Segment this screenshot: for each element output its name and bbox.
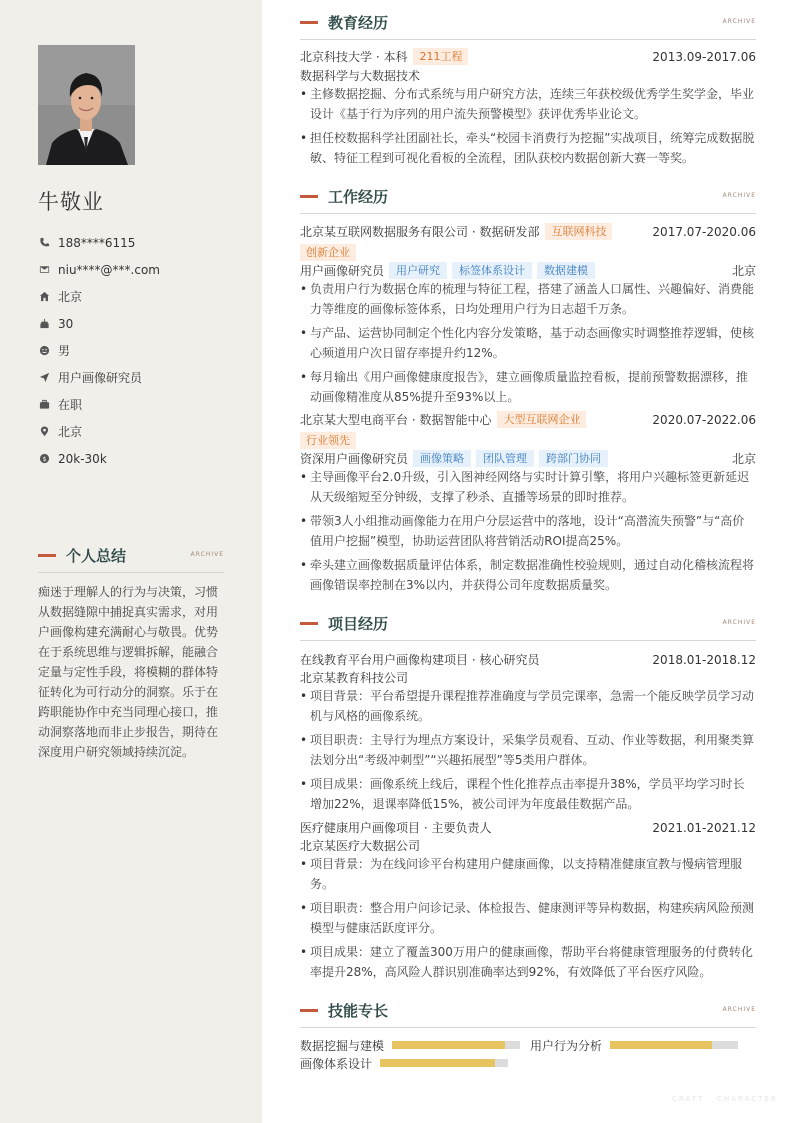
skill-item (300, 1037, 520, 1053)
skill-level-fill (610, 1041, 712, 1049)
skill-level-bar (610, 1041, 738, 1049)
list-item: • 主修数据挖掘、分布式系统与用户研究方法，连续三年获校级优秀学生奖学金，毕业设计《基于行为序列的用户流失预警模型》获评优秀毕业论文。 (300, 84, 756, 124)
briefcase-icon (38, 399, 50, 411)
target-position: 用户画像研究员 (58, 371, 143, 385)
summary-archive-tag: ARCHIVE (190, 551, 224, 558)
project-1-period: 2018.01-2018.12 (652, 652, 756, 667)
job-1-tag-row (300, 243, 756, 262)
project-2-org: 北京某医疗大数据公司 (300, 839, 421, 853)
skill-level-bar (380, 1059, 508, 1067)
section-accent-bar (300, 21, 318, 24)
contact-list (38, 229, 238, 472)
section-accent-bar (300, 195, 318, 198)
job-2-role-row (300, 449, 756, 468)
summary-section-header (38, 545, 224, 573)
skills-title: 技能专长 (328, 1002, 389, 1020)
project-2-bullets (300, 854, 756, 986)
email-icon (38, 264, 50, 276)
skill-name: 数据挖掘与建模 (300, 1038, 385, 1053)
location-icon (38, 426, 50, 438)
salary-icon (38, 453, 50, 465)
education-section-header (300, 12, 756, 40)
job-2-company: 北京某大型电商平台 · 数据智能中心 (300, 413, 492, 427)
summary-title: 个人总结 (66, 547, 127, 565)
employment-status: 在职 (58, 398, 83, 412)
project-1-header (300, 650, 756, 669)
job-2-skill-tag: 团队管理 (476, 450, 534, 467)
candidate-name: 牛敬业 (38, 190, 104, 214)
job-1-role: 用户画像研究员 (300, 264, 385, 278)
projects-archive-tag: ARCHIVE (722, 619, 756, 626)
profile-photo (38, 45, 135, 165)
skill-level-fill (380, 1059, 495, 1067)
section-accent-bar (38, 554, 56, 557)
job-1-tag: 创新企业 (300, 244, 356, 261)
projects-section-header (300, 613, 756, 641)
contact-email (38, 256, 238, 283)
job-2-period: 2020.07-2022.06 (652, 412, 756, 427)
contact-position (38, 364, 238, 391)
list-item: • 负责用户行为数据仓库的梳理与特征工程，搭建了涵盖人口属性、兴趣偏好、消费能力等维度的画像标签体系，日均处理用户行为日志超千万条。 (300, 279, 756, 319)
education-row (300, 47, 756, 66)
school-name: 北京科技大学 · 本科 (300, 50, 408, 64)
list-item: • 项目成果：画像系统上线后，课程个性化推荐点击率提升38%，学员平均学习时长增加22%，退课率降低15%，被公司评为年度最佳数据产品。 (300, 774, 756, 814)
job-2-skill-tag: 画像策略 (413, 450, 471, 467)
job-1-bullets (300, 279, 756, 411)
list-item: • 项目职责：整合用户问诊记录、体检报告、健康测评等异构数据，构建疾病风险预测模型与健康活跃度评分。 (300, 898, 756, 938)
skill-item (530, 1037, 738, 1053)
job-2-role: 资深用户画像研究员 (300, 452, 409, 466)
list-item: • 带领3人小组推动画像能力在用户分层运营中的落地，设计“高潜流失预警”与“高价值用户挖掘”模型，协助运营团队将营销活动ROI提高25%。 (300, 511, 756, 551)
target-city: 北京 (58, 425, 83, 439)
home-icon (38, 291, 50, 303)
job-1-skill-tag: 标签体系设计 (452, 262, 532, 279)
phone-number: 188****6115 (58, 235, 136, 250)
skill-level-fill (392, 1041, 505, 1049)
contact-phone (38, 229, 238, 256)
job-2-skill-tag: 跨部门协同 (539, 450, 608, 467)
work-section-header (300, 186, 756, 214)
contact-salary (38, 445, 238, 472)
contact-gender (38, 337, 238, 364)
job-2-header (300, 410, 756, 429)
gender: 男 (58, 344, 71, 358)
education-title: 教育经历 (328, 14, 389, 32)
project-2-name: 医疗健康用户画像项目 · 主要负责人 (300, 821, 492, 835)
school-tag: 211工程 (413, 48, 468, 65)
job-2-city: 北京 (731, 452, 756, 466)
major: 数据科学与大数据技术 (300, 69, 421, 83)
education-period: 2013.09-2017.06 (652, 49, 756, 64)
job-1-skill-tag: 数据建模 (537, 262, 595, 279)
job-1-skill-tag: 用户研究 (389, 262, 447, 279)
project-2-header (300, 818, 756, 837)
hometown: 北京 (58, 290, 83, 304)
skills-section-header (300, 1000, 756, 1028)
list-item: • 担任校数据科学社团副社长，牵头“校园卡消费行为挖掘”实战项目，统筹完成数据脱敏、特征工程到可视化看板的全流程，团队获校内数据创新大赛一等奖。 (300, 128, 756, 168)
skills-archive-tag: ARCHIVE (722, 1006, 756, 1013)
projects-title: 项目经历 (328, 615, 389, 633)
project-2-period: 2021.01-2021.12 (652, 820, 756, 835)
skill-item (300, 1055, 508, 1071)
cake-icon (38, 318, 50, 330)
project-1-name: 在线教育平台用户画像构建项目 · 核心研究员 (300, 653, 540, 667)
list-item: • 牵头建立画像数据质量评估体系，制定数据准确性校验规则，通过自动化稽核流程将画像错误率控制在3%以内，并获得公司年度数据质量奖。 (300, 555, 756, 595)
education-archive-tag: ARCHIVE (722, 18, 756, 25)
job-1-tag: 互联网科技 (545, 223, 612, 240)
skill-name: 用户行为分析 (530, 1038, 603, 1053)
list-item: • 与产品、运营协同制定个性化内容分发策略，基于动态画像实时调整推荐逻辑，使核心频道用户次日留存率提升约12%。 (300, 323, 756, 363)
project-1-bullets (300, 686, 756, 818)
skill-level-bar (392, 1041, 520, 1049)
project-1-org: 北京某教育科技公司 (300, 671, 409, 685)
section-accent-bar (300, 622, 318, 625)
list-item: • 主导画像平台2.0升级，引入图神经网络与实时计算引擎，将用户兴趣标签更新延迟从天级缩短至分钟级，支撑了秒杀、直播等场景的即时推荐。 (300, 467, 756, 507)
skill-name: 画像体系设计 (300, 1056, 373, 1071)
job-1-period: 2017.07-2020.06 (652, 224, 756, 239)
section-accent-bar (300, 1009, 318, 1012)
list-item: • 项目背景：为在线问诊平台构建用户健康画像，以支持精准健康宣教与慢病管理服务。 (300, 854, 756, 894)
list-item: • 每月输出《用户画像健康度报告》，建立画像质量监控看板，提前预警数据漂移，推动画像精准度从85%提升至93%以上。 (300, 367, 756, 407)
job-1-city: 北京 (731, 264, 756, 278)
contact-hometown (38, 283, 238, 310)
watermark: CRAFT · CHARACTER (672, 1095, 778, 1103)
send-icon (38, 372, 50, 384)
job-2-tag: 行业领先 (300, 432, 356, 449)
list-item: • 项目成果：建立了覆盖300万用户的健康画像，帮助平台将健康管理服务的付费转化率提升28%，高风险人群识别准确率达到92%，有效降低了平台医疗风险。 (300, 942, 756, 982)
phone-icon (38, 237, 50, 249)
list-item: • 项目职责：主导行为埋点方案设计，采集学员观看、互动、作业等数据，利用聚类算法划分出“考级冲刺型”“兴趣拓展型”等5类用户群体。 (300, 730, 756, 770)
job-2-bullets (300, 467, 756, 599)
svg-text:$: $ (41, 454, 47, 463)
education-bullets (300, 84, 756, 172)
summary-text: 痴迷于理解人的行为与决策，习惯从数据缝隙中捕捉真实需求，对用户画像构建充满耐心与敬畏。优势在于系统思维与逻辑拆解，能融合定量与定性手段，将模糊的群体特征转化为可行动分的洞察。乐于在跨职能协作中充当同理心接口，推动洞察落地而非止步报告，期待在深度用户研究领域持续沉淀。 (38, 585, 219, 759)
contact-city (38, 418, 238, 445)
job-1-header (300, 222, 756, 241)
work-archive-tag: ARCHIVE (722, 192, 756, 199)
job-2-tag-row (300, 431, 756, 450)
job-1-company: 北京某互联网数据服务有限公司 · 数据研发部 (300, 225, 540, 239)
contact-status (38, 391, 238, 418)
age: 30 (58, 316, 74, 331)
job-2-tag: 大型互联网企业 (497, 411, 586, 428)
job-1-role-row (300, 261, 756, 280)
contact-age (38, 310, 238, 337)
expected-salary: 20k-30k (58, 451, 107, 466)
list-item: • 项目背景：平台希望提升课程推荐准确度与学员完课率，急需一个能反映学员学习动机与风格的画像系统。 (300, 686, 756, 726)
email-address: niu****@***.com (58, 262, 160, 277)
work-title: 工作经历 (328, 188, 389, 206)
gender-icon (38, 345, 50, 357)
